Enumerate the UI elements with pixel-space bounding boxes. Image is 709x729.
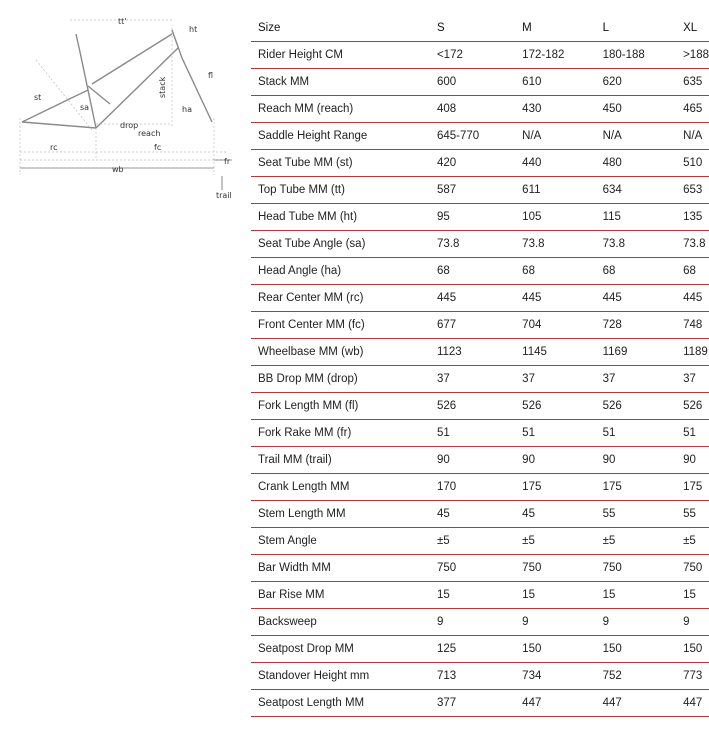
row-label: Backsweep: [251, 609, 430, 636]
table-header-row: [251, 15, 709, 42]
table-row: [251, 501, 709, 528]
label-wb: wb: [112, 165, 124, 174]
table-row: [251, 150, 709, 177]
cell-l: 1169: [596, 339, 676, 366]
table-row: [251, 258, 709, 285]
header-m: M: [515, 15, 595, 42]
label-reach: reach: [138, 129, 161, 138]
cell-l: 37: [596, 366, 676, 393]
table-row: [251, 555, 709, 582]
table-row: [251, 663, 709, 690]
row-label: Seat Tube Angle (sa): [251, 231, 430, 258]
cell-m: 9: [515, 609, 595, 636]
cell-xl: 526: [676, 393, 709, 420]
cell-s: 45: [430, 501, 515, 528]
row-label: Head Angle (ha): [251, 258, 430, 285]
cell-m: 526: [515, 393, 595, 420]
cell-m: 445: [515, 285, 595, 312]
cell-l: 90: [596, 447, 676, 474]
table-row: [251, 69, 709, 96]
cell-s: 377: [430, 690, 515, 717]
cell-s: 90: [430, 447, 515, 474]
header-xl: XL: [676, 15, 709, 42]
cell-m: 37: [515, 366, 595, 393]
cell-s: 713: [430, 663, 515, 690]
cell-m: 73.8: [515, 231, 595, 258]
cell-l: 447: [596, 690, 676, 717]
header-l: L: [596, 15, 676, 42]
cell-l: 150: [596, 636, 676, 663]
cell-s: 750: [430, 555, 515, 582]
cell-m: 1145: [515, 339, 595, 366]
shock: [88, 86, 110, 104]
cell-xl: N/A: [676, 123, 709, 150]
cell-xl: >188: [676, 42, 709, 69]
label-ht: ht: [189, 25, 198, 34]
row-label: BB Drop MM (drop): [251, 366, 430, 393]
cell-xl: 748: [676, 312, 709, 339]
cell-s: <172: [430, 42, 515, 69]
label-ha: ha: [182, 105, 192, 114]
table-row: [251, 420, 709, 447]
chain-stay: [22, 122, 96, 128]
cell-xl: 175: [676, 474, 709, 501]
row-label: Fork Rake MM (fr): [251, 420, 430, 447]
cell-l: ±5: [596, 528, 676, 555]
seat-stay: [22, 90, 88, 122]
cell-l: 445: [596, 285, 676, 312]
cell-s: 1123: [430, 339, 515, 366]
table-row: [251, 231, 709, 258]
cell-xl: 90: [676, 447, 709, 474]
cell-l: 450: [596, 96, 676, 123]
label-rc: rc: [50, 143, 58, 152]
table-row: [251, 474, 709, 501]
label-sa: sa: [80, 103, 90, 112]
cell-xl: 37: [676, 366, 709, 393]
table-row: [251, 42, 709, 69]
row-label: Stem Length MM: [251, 501, 430, 528]
row-label: Seatpost Length MM: [251, 690, 430, 717]
row-label: Reach MM (reach): [251, 96, 430, 123]
cell-s: 125: [430, 636, 515, 663]
cell-m: 611: [515, 177, 595, 204]
cell-s: 526: [430, 393, 515, 420]
table-row: [251, 312, 709, 339]
table-row: [251, 582, 709, 609]
cell-s: 68: [430, 258, 515, 285]
header-size: Size: [251, 15, 430, 42]
cell-m: 175: [515, 474, 595, 501]
table-row: [251, 528, 709, 555]
row-label: Stack MM: [251, 69, 430, 96]
cell-s: 9: [430, 609, 515, 636]
cell-xl: 510: [676, 150, 709, 177]
row-label: Head Tube MM (ht): [251, 204, 430, 231]
cell-l: 634: [596, 177, 676, 204]
cell-xl: 653: [676, 177, 709, 204]
cell-xl: 150: [676, 636, 709, 663]
cell-m: 750: [515, 555, 595, 582]
table-row: [251, 285, 709, 312]
row-label: Top Tube MM (tt): [251, 177, 430, 204]
cell-s: ±5: [430, 528, 515, 555]
cell-l: 728: [596, 312, 676, 339]
cell-l: 73.8: [596, 231, 676, 258]
cell-l: 55: [596, 501, 676, 528]
row-label: Bar Rise MM: [251, 582, 430, 609]
table-row: [251, 447, 709, 474]
head-tube: [172, 30, 182, 58]
row-label: Crank Length MM: [251, 474, 430, 501]
label-tt: tt': [118, 17, 127, 26]
cell-s: 15: [430, 582, 515, 609]
cell-m: 90: [515, 447, 595, 474]
row-label: Rear Center MM (rc): [251, 285, 430, 312]
label-trail: trail: [216, 191, 232, 200]
seatpost: [76, 34, 80, 52]
cell-m: 51: [515, 420, 595, 447]
label-drop: drop: [120, 121, 139, 130]
row-label: Rider Height CM: [251, 42, 430, 69]
cell-xl: 55: [676, 501, 709, 528]
cell-l: 68: [596, 258, 676, 285]
cell-xl: 1189: [676, 339, 709, 366]
cell-m: 447: [515, 690, 595, 717]
cell-s: 600: [430, 69, 515, 96]
cell-xl: 68: [676, 258, 709, 285]
cell-l: 9: [596, 609, 676, 636]
table-row: [251, 366, 709, 393]
cell-l: 180-188: [596, 42, 676, 69]
cell-s: 73.8: [430, 231, 515, 258]
cell-s: 587: [430, 177, 515, 204]
cell-xl: 135: [676, 204, 709, 231]
cell-m: 172-182: [515, 42, 595, 69]
row-label: Trail MM (trail): [251, 447, 430, 474]
cell-xl: 73.8: [676, 231, 709, 258]
cell-m: ±5: [515, 528, 595, 555]
table-row: [251, 177, 709, 204]
cell-m: 430: [515, 96, 595, 123]
table-row: [251, 393, 709, 420]
cell-s: 645-770: [430, 123, 515, 150]
row-label: Saddle Height Range: [251, 123, 430, 150]
cell-m: N/A: [515, 123, 595, 150]
row-label: Standover Height mm: [251, 663, 430, 690]
cell-s: 170: [430, 474, 515, 501]
cell-l: 15: [596, 582, 676, 609]
table-row: [251, 96, 709, 123]
header-s: S: [430, 15, 515, 42]
table-row: [251, 609, 709, 636]
cell-m: 704: [515, 312, 595, 339]
cell-s: 51: [430, 420, 515, 447]
table-row: [251, 690, 709, 717]
row-label: Wheelbase MM (wb): [251, 339, 430, 366]
cell-xl: 447: [676, 690, 709, 717]
table-row: [251, 123, 709, 150]
row-label: Seat Tube MM (st): [251, 150, 430, 177]
cell-xl: 635: [676, 69, 709, 96]
cell-m: 734: [515, 663, 595, 690]
cell-l: 51: [596, 420, 676, 447]
cell-l: 620: [596, 69, 676, 96]
cell-l: 115: [596, 204, 676, 231]
cell-s: 408: [430, 96, 515, 123]
bike-geometry-diagram: [0, 0, 240, 210]
cell-l: 175: [596, 474, 676, 501]
label-stack: stack: [158, 76, 167, 98]
label-fl: fl: [208, 71, 214, 80]
row-label: Stem Angle: [251, 528, 430, 555]
cell-m: 45: [515, 501, 595, 528]
cell-s: 37: [430, 366, 515, 393]
label-fc: fc: [154, 143, 162, 152]
cell-xl: 51: [676, 420, 709, 447]
cell-l: 752: [596, 663, 676, 690]
row-label: Seatpost Drop MM: [251, 636, 430, 663]
table-row: [251, 636, 709, 663]
row-label: Front Center MM (fc): [251, 312, 430, 339]
top-tube: [92, 34, 172, 84]
label-st: st: [34, 93, 42, 102]
cell-m: 610: [515, 69, 595, 96]
label-fr: fr: [224, 157, 231, 166]
row-label: Fork Length MM (fl): [251, 393, 430, 420]
cell-xl: ±5: [676, 528, 709, 555]
cell-xl: 9: [676, 609, 709, 636]
cell-s: 95: [430, 204, 515, 231]
cell-l: 750: [596, 555, 676, 582]
cell-l: 480: [596, 150, 676, 177]
cell-m: 68: [515, 258, 595, 285]
table-row: [251, 204, 709, 231]
cell-l: N/A: [596, 123, 676, 150]
cell-xl: 465: [676, 96, 709, 123]
cell-m: 150: [515, 636, 595, 663]
cell-xl: 445: [676, 285, 709, 312]
cell-xl: 750: [676, 555, 709, 582]
geometry-table: [251, 15, 709, 717]
cell-m: 105: [515, 204, 595, 231]
row-label: Bar Width MM: [251, 555, 430, 582]
cell-xl: 773: [676, 663, 709, 690]
cell-s: 420: [430, 150, 515, 177]
table-row: [251, 339, 709, 366]
cell-s: 445: [430, 285, 515, 312]
cell-xl: 15: [676, 582, 709, 609]
cell-m: 440: [515, 150, 595, 177]
cell-l: 526: [596, 393, 676, 420]
cell-s: 677: [430, 312, 515, 339]
cell-m: 15: [515, 582, 595, 609]
